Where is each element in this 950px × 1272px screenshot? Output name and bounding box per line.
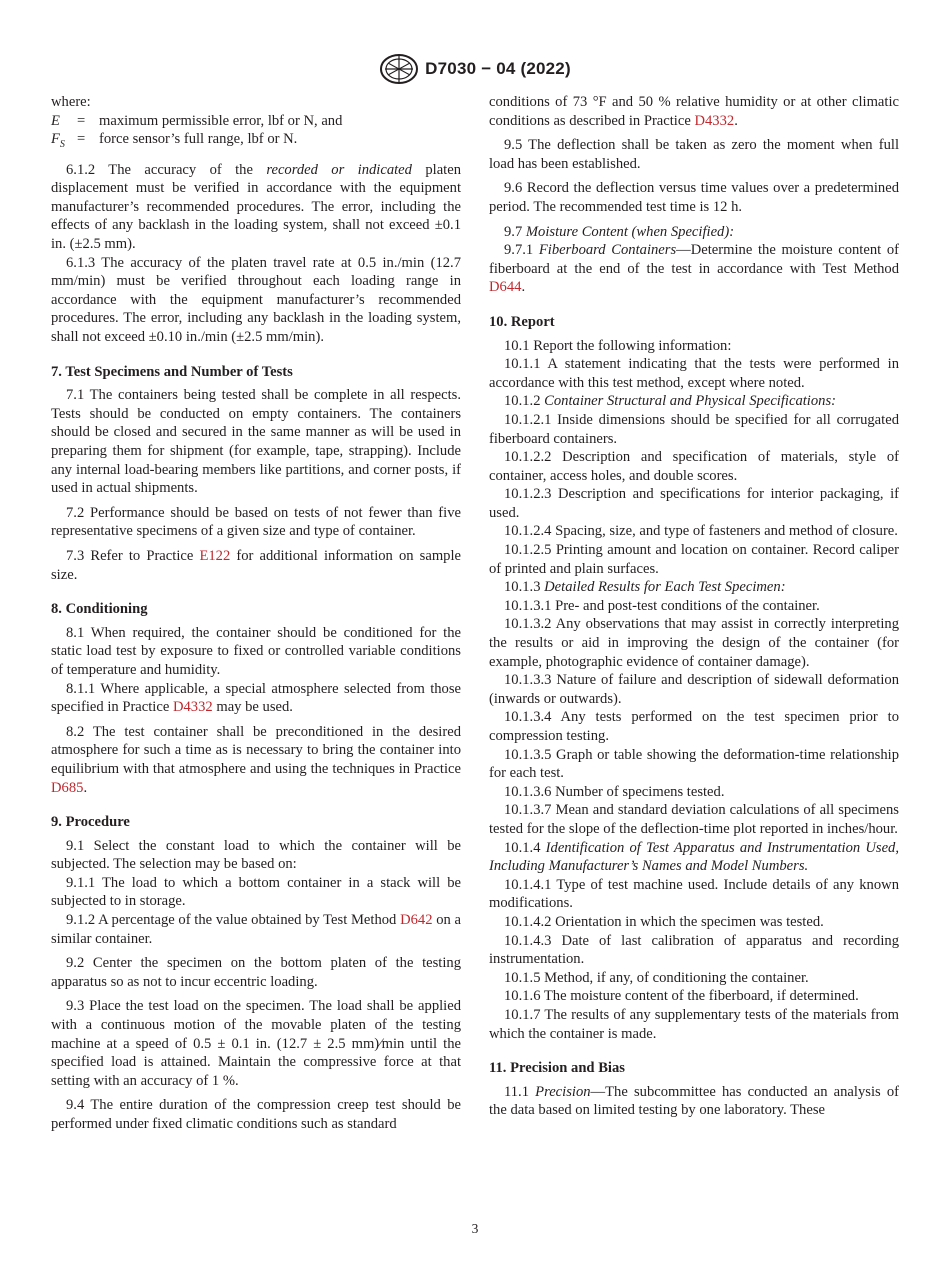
para-9-4-cont: conditions of 73 °F and 50 % relative humidity or at other climatic conditions as described in Practice D4332.: [489, 94, 899, 129]
para-9-1-1: 9.1.1 The load to which a bottom container in a stack will be subjected to in storage.: [51, 874, 461, 910]
page-number: 3: [471, 1221, 479, 1236]
para-10-1-3-2: 10.1.3.2 Any observations that may assist in correctly interpreting the results or aid in improving the design of the container (for example, photographic evidence of container damage).: [489, 616, 899, 670]
link-d4332[interactable]: D4332: [172, 699, 213, 716]
para-10-1-2-1: 10.1.2.1 Inside dimensions should be specified for all corrugated fiberboard containers.: [489, 411, 899, 447]
link-d4332-2[interactable]: D4332: [694, 112, 735, 129]
para-9-7: 9.7 Moisture Content (when Specified):: [504, 223, 735, 240]
para-8-2: 8.2 The test container shall be preconditioned in the desired atmosphere for such a time as is necessary to bring the container into equilibrium with that atmosphere and using the techniques in Practice D685.: [51, 723, 461, 796]
para-11-1: 11.1 Precision—The subcommittee has conducted an analysis of the data based on limited testing by one laboratory. These: [489, 1083, 899, 1119]
para-10-1-4-1: 10.1.4.1 Type of test machine used. Include details of any known modifications.: [489, 876, 899, 912]
para-10-1-2-2: 10.1.2.2 Description and specification of materials, style of container, access holes, and double scores.: [489, 449, 899, 484]
para-9-4: 9.4 The entire duration of the compression creep test should be performed under fixed climatic conditions such as standard: [51, 1097, 461, 1132]
para-10-1-2-4: 10.1.2.4 Spacing, size, and type of fasteners and method of closure.: [504, 523, 898, 540]
link-e122[interactable]: E122: [199, 547, 231, 564]
heading-section-7: 7. Test Specimens and Number of Tests: [51, 363, 293, 380]
right-column: [489, 93, 899, 1120]
para-10-1-2-3: 10.1.2.3 Description and specifications for interior packaging, if used.: [489, 486, 899, 521]
definition-fs: $F_S$ = force sensor’s full range, lbf or N.: [51, 131, 298, 151]
para-9-6: 9.6 Record the deflection versus time values over a predetermined period. The recommended test time is 12 h.: [489, 180, 899, 215]
para-10-1-4-2: 10.1.4.2 Orientation in which the specimen was tested.: [504, 913, 824, 930]
para-10-1-3-5: 10.1.3.5 Graph or table showing the deformation-time relationship for each test.: [489, 746, 899, 782]
para-10-1-4-3: 10.1.4.3 Date of last calibration of apparatus and recording instrumentation.: [489, 932, 899, 968]
para-10-1-3: 10.1.3 Detailed Results for Each Test Specimen:: [504, 579, 786, 596]
link-d644[interactable]: D644: [489, 279, 522, 296]
para-7-3: 7.3 Refer to Practice E122 for additional information on sample size.: [51, 547, 462, 583]
para-10-1-3-4: 10.1.3.4 Any tests performed on the test specimen prior to compression testing.: [489, 709, 899, 744]
para-10-1-3-7: 10.1.3.7 Mean and standard deviation calculations of all specimens tested for the slope of the deflection-time plot reported in inches/hour.: [489, 802, 899, 837]
document-number: D7030 − 04 (2022): [425, 59, 571, 78]
heading-section-9: 9. Procedure: [51, 814, 130, 831]
astm-logo-icon: [379, 53, 419, 85]
para-10-1-6: 10.1.6 The moisture content of the fiberboard, if determined.: [504, 988, 859, 1005]
heading-section-8: 8. Conditioning: [51, 601, 148, 618]
para-9-2: 9.2 Center the specimen on the bottom platen of the testing apparatus so as not to incur eccentric loading.: [51, 955, 461, 990]
page-header: [0, 52, 950, 86]
para-8-1-1: 8.1.1 Where applicable, a special atmosphere selected from those specified in Practice D4332 may be used.: [51, 680, 461, 716]
para-9-3: 9.3 Place the test load on the specimen. The load shall be applied with a continuous motion of the movable platen of the testing machine at a speed of 0.5 ± 0.1 in. (12.7 ± 2.5 mm)⁄min until the specified load is attained. Maintain the compressive force at that setting with an accuracy of 1 %.: [51, 998, 461, 1089]
left-column: [51, 93, 461, 1134]
where-label: where:: [51, 94, 91, 110]
para-7-1: 7.1 The containers being tested shall be complete in all respects. Tests should be conducted on empty containers. The containers should be closed and secured in the same manner as will be used in preparing them for shipment (for example, tape, strapping). Include any internal load-bearing members like partitions, and corner posts, if used in actual shipments.: [51, 387, 461, 497]
para-10-1-3-1: 10.1.3.1 Pre- and post-test conditions of the container.: [504, 597, 820, 614]
para-9-7-1: 9.7.1 Fiberboard Containers—Determine the moisture content of fiberboard at the end of the test in accordance with Test Method D644.: [489, 242, 899, 296]
para-10-1-7: 10.1.7 The results of any supplementary tests of the materials from which the container is made.: [489, 1006, 899, 1042]
para-10-1-5: 10.1.5 Method, if any, of conditioning the container.: [504, 969, 809, 986]
definition-e: E = maximum permissible error, lbf or N, and: [51, 112, 343, 129]
para-9-5: 9.5 The deflection shall be taken as zero the moment when full load has been established.: [489, 137, 899, 172]
link-d685[interactable]: D685: [51, 779, 84, 796]
para-6-1-2: 6.1.2 The accuracy of the recorded or indicated platen displacement must be verified in accordance with the equipment manufacturer’s recommended procedures. The error, including the effects of any backlash in the loading system, shall not exceed ±0.1 in. (±2.5 mm).: [51, 161, 462, 253]
para-10-1: 10.1 Report the following information:: [504, 337, 732, 354]
heading-section-10: 10. Report: [489, 313, 555, 330]
para-10-1-3-3: 10.1.3.3 Nature of failure and description of sidewall deformation (inwards or outwards).: [489, 672, 899, 707]
para-10-1-1: 10.1.1 A statement indicating that the tests were performed in accordance with this test method, except where noted.: [489, 356, 899, 391]
para-6-1-3: 6.1.3 The accuracy of the platen travel rate at 0.5 in./min (12.7 mm/min) must be verified throughout each loading range in accordance with the equipment manufacturer’s recommended procedures. The error, including any backlash in the loading system, shall not exceed ±0.10 in./min (±2.5 mm/min).: [51, 254, 461, 346]
para-10-1-4: 10.1.4 Identification of Test Apparatus and Instrumentation Used, Including Manufacturer’s Names and Model Numbers.: [489, 839, 900, 875]
para-7-2: 7.2 Performance should be based on tests of not fewer than five representative specimens of a given size and type of container.: [51, 504, 461, 540]
para-10-1-2-5: 10.1.2.5 Printing amount and location on container. Record caliper of printed and plain surfaces.: [489, 542, 899, 577]
para-10-1-2: 10.1.2 Container Structural and Physical Specifications:: [504, 393, 836, 410]
para-8-1: 8.1 When required, the container should be conditioned for the static load test by exposure to fixed or controlled variable conditions of temperature and humidity.: [51, 624, 461, 678]
para-9-1: 9.1 Select the constant load to which the container will be subjected. The selection may be based on:: [51, 837, 461, 873]
heading-section-11: 11. Precision and Bias: [489, 1060, 625, 1077]
link-d642[interactable]: D642: [400, 912, 433, 929]
para-9-1-2: 9.1.2 A percentage of the value obtained by Test Method D642 on a similar container.: [51, 912, 462, 947]
para-10-1-3-6: 10.1.3.6 Number of specimens tested.: [504, 783, 725, 800]
